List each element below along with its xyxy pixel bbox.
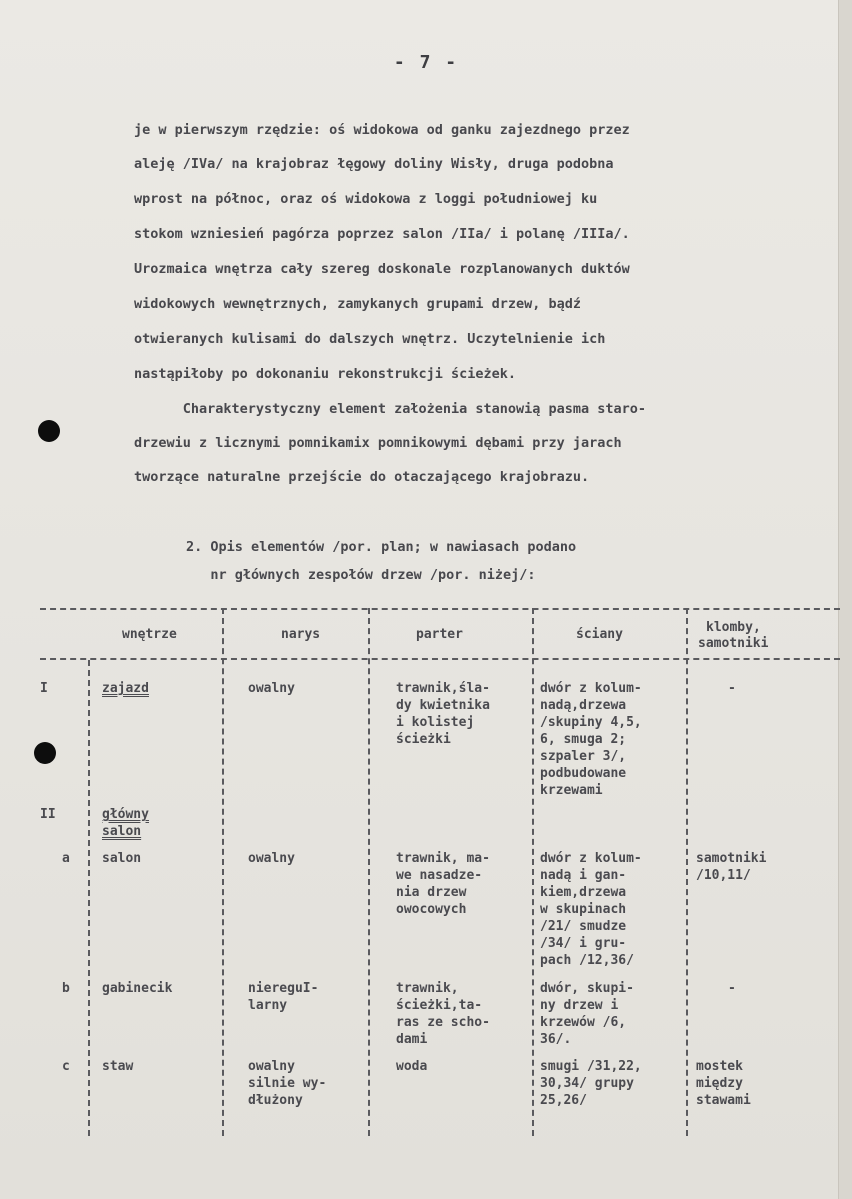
table-header-rule	[40, 658, 840, 660]
paragraph-line: aleję /IVa/ na krajobraz łęgowy doliny Wisły, druga podobna	[134, 156, 614, 172]
interior-name: gabinecik	[102, 981, 173, 996]
col-header-klomby: klomby,	[706, 620, 761, 635]
paper-edge	[838, 0, 852, 1199]
punch-hole-lower	[34, 742, 56, 764]
ground-cell: trawnik, ma- we nasadze- nia drzew owocowych	[396, 851, 490, 917]
row-number: b	[62, 981, 70, 996]
interior-name: staw	[102, 1059, 134, 1074]
ground-cell: trawnik, ścieżki,ta- ras ze scho- dami	[396, 981, 490, 1047]
paragraph-line: Urozmaica wnętrza cały szereg doskonale rozplanowanych duktów	[134, 261, 630, 277]
col-header-wnetrze: wnętrze	[122, 627, 177, 642]
paragraph-line: nastąpiłoby po dokonaniu rekonstrukcji ścieżek.	[134, 366, 517, 382]
column-divider	[222, 608, 224, 1136]
col-header-sciany: ściany	[576, 627, 623, 642]
flowerbed-cell: mostek między stawami	[696, 1059, 751, 1108]
outline-cell: owalny silnie wy- dłużony	[248, 1059, 327, 1108]
row-number: c	[62, 1059, 70, 1074]
row-number: I	[40, 681, 48, 696]
flowerbed-cell: samotniki /10,11/	[696, 851, 767, 883]
paragraph-line: Charakterystyczny element założenia stanowią pasma staro-	[134, 401, 647, 417]
paragraph-line: stokom wzniesień pagórza poprzez salon /IIa/ i polanę /IIIa/.	[134, 226, 630, 242]
paragraph-line: je w pierwszym rzędzie: oś widokowa od ganku zajezdnego przez	[134, 122, 630, 138]
walls-cell: smugi /31,22, 30,34/ grupy 25,26/	[540, 1059, 642, 1108]
column-divider	[368, 608, 370, 1136]
col-header-parter: parter	[416, 627, 463, 642]
column-divider	[88, 660, 90, 1136]
paragraph-line: widokowych wewnętrznych, zamykanych grupami drzew, bądź	[134, 296, 582, 312]
paragraph-line: otwieranych kulisami do dalszych wnętrz. Uczytelnienie ich	[134, 331, 606, 347]
column-divider	[532, 608, 534, 1136]
column-divider	[686, 608, 688, 1136]
paragraph-line: wprost na północ, oraz oś widokowa z loggi południowej ku	[134, 191, 598, 207]
interior-name: salon	[102, 851, 142, 866]
outline-cell: niereguI- larny	[248, 981, 319, 1013]
section-heading-line: nr głównych zespołów drzew /por. niżej/:	[186, 567, 536, 583]
col-header-narys: narys	[281, 627, 321, 642]
table-top-rule	[40, 608, 840, 610]
ground-cell: trawnik,śla- dy kwietnika i kolistej ścieżki	[396, 681, 490, 747]
outline-cell: owalny	[248, 681, 295, 696]
punch-hole-upper	[38, 420, 60, 442]
ground-cell: woda	[396, 1059, 428, 1074]
walls-cell: dwór, skupi- ny drzew i krzewów /6, 36/.	[540, 981, 634, 1047]
row-number: II	[40, 807, 56, 822]
row-number: a	[62, 851, 70, 866]
interior-name: główny salon	[102, 807, 149, 839]
paragraph-line: tworzące naturalne przejście do otaczającego krajobrazu.	[134, 469, 590, 485]
page-number: - 7 -	[393, 52, 459, 73]
outline-cell: owalny	[248, 851, 295, 866]
interior-name: zajazd	[102, 681, 149, 696]
col-header-samotniki: samotniki	[698, 636, 769, 651]
section-heading-line: 2. Opis elementów /por. plan; w nawiasach podano	[186, 539, 577, 555]
walls-cell: dwór z kolum- nadą,drzewa /skupiny 4,5, 6, smuga 2; szpaler 3/, podbudowane krzewami	[540, 681, 642, 798]
walls-cell: dwór z kolum- nadą i gan- kiem,drzewa w skupinach /21/ smudze /34/ i gru- pach /12,36/	[540, 851, 642, 968]
flowerbed-cell: -	[728, 981, 736, 996]
paragraph-line: drzewiu z licznymi pomnikamix pomnikowymi dębami przy jarach	[134, 435, 622, 451]
flowerbed-cell: -	[728, 681, 736, 696]
